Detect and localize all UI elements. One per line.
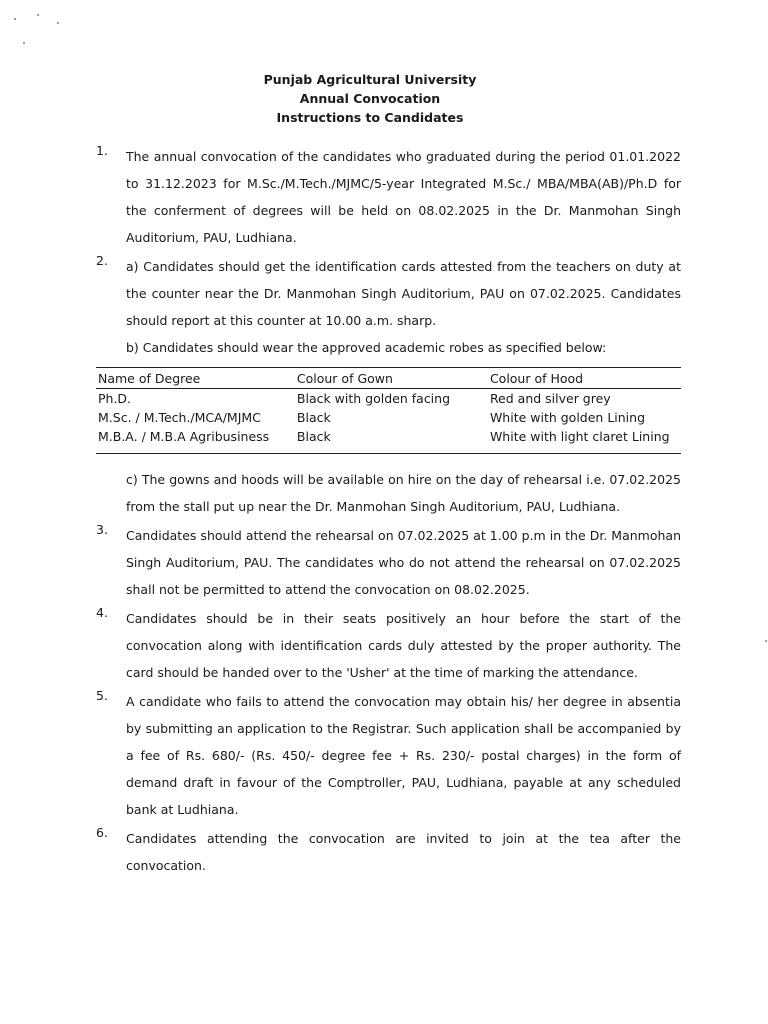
item-number: 6. xyxy=(96,825,108,840)
column-header: Colour of Gown xyxy=(295,368,488,389)
degree-cell: M.Sc. / M.Tech./MCA/MJMC xyxy=(98,410,261,425)
item-number: 5. xyxy=(96,688,108,703)
table-header-row xyxy=(96,368,681,389)
instruction-6 xyxy=(96,825,681,879)
gown-cell: Black xyxy=(296,410,331,425)
instruction-3 xyxy=(96,522,681,603)
column-header: Name of Degree xyxy=(96,368,295,389)
item-number: 4. xyxy=(96,605,108,620)
item-number: 2. xyxy=(96,253,108,268)
degree-cell: Ph.D. xyxy=(98,391,132,406)
hood-cell: White with golden Lining xyxy=(489,410,646,425)
item-number: 1. xyxy=(96,143,108,158)
university-name: Punjab Agricultural University xyxy=(263,72,477,87)
column-header: Colour of Hood xyxy=(488,368,681,389)
instruction-4 xyxy=(96,605,681,686)
gown-cell: Black with golden facing xyxy=(296,391,451,406)
document-header xyxy=(0,70,740,127)
instruction-text: Candidates should attend the rehearsal on 07.02.2025 at 1.00 p.m in the Dr. Manmohan Singh Auditorium, PAU. The candidates who do not attend the rehearsal on 07.02.2025 shall not be permitted to attend the convocation on 08.02.2025. xyxy=(126,528,681,597)
degree-cell: M.B.A. / M.B.A Agribusiness xyxy=(96,427,295,454)
instruction-text: Candidates attending the convocation are invited to join at the tea after the convocation. xyxy=(126,831,681,873)
instruction-2 xyxy=(96,253,681,361)
document-title: Instructions to Candidates xyxy=(276,110,464,125)
robes-table xyxy=(96,367,681,454)
instruction-2a: a) Candidates should get the identification cards attested from the teachers on duty at the counter near the Dr. Manmohan Singh Auditorium, PAU on 07.02.2025. Candidates should report at this counter at 10.00 a.m. sharp. xyxy=(126,259,681,328)
instructions-list xyxy=(96,143,681,879)
instruction-1 xyxy=(96,143,681,251)
item-number: 3. xyxy=(96,522,108,537)
instruction-text: The annual convocation of the candidates who graduated during the period 01.01.2022 to 31.12.2023 for M.Sc./M.Tech./MJMC/5-year Integrated M.Sc./ MBA/MBA(AB)/Ph.D for the conferment of degrees will be held on 08.02.2025 in the Dr. Manmohan Singh Auditorium, PAU, Ludhiana. xyxy=(126,149,681,245)
gown-cell: Black xyxy=(295,427,488,454)
table-row xyxy=(96,389,681,409)
table-row xyxy=(96,427,681,454)
instruction-2c: c) The gowns and hoods will be available on hire on the day of rehearsal i.e. 07.02.2025 from the stall put up near the Dr. Manmohan Singh Auditorium, PAU, Ludhiana. xyxy=(126,472,681,514)
event-title: Annual Convocation xyxy=(299,91,441,106)
instruction-text: A candidate who fails to attend the convocation may obtain his/ her degree in absentia by submitting an application to the Registrar. Such application shall be accompanied by a fee of Rs. 680/- (Rs. 450/- degree fee + Rs. 230/- postal charges) in the form of demand draft in favour of the Comptroller, PAU, Ludhiana, payable at any scheduled bank at Ludhiana. xyxy=(126,694,681,817)
table-row xyxy=(96,408,681,427)
instruction-text: Candidates should be in their seats positively an hour before the start of the convocation along with identification cards duly attested by the proper authority. The card should be handed over to the 'Usher' at the time of marking the attendance. xyxy=(126,611,681,680)
hood-cell: White with light claret Lining xyxy=(488,427,681,454)
hood-cell: Red and silver grey xyxy=(489,391,611,406)
instruction-5 xyxy=(96,688,681,823)
instruction-2b: b) Candidates should wear the approved academic robes as specified below: xyxy=(126,340,607,355)
